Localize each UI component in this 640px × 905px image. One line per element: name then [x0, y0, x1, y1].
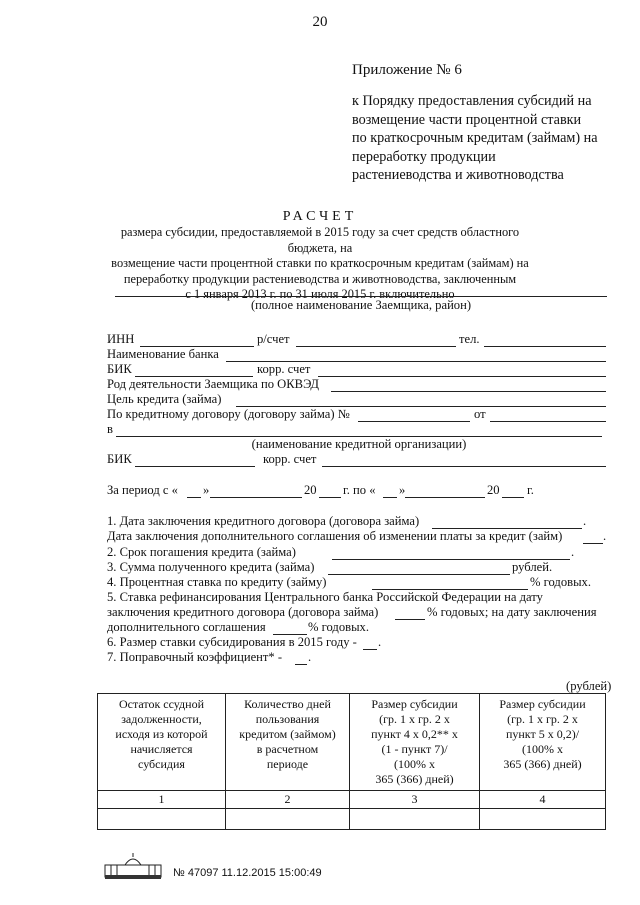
period-to-label: г. по « [343, 483, 376, 497]
subtitle-line: с 1 января 2013 г. по 31 июля 2015 г. включительно [185, 287, 455, 301]
header-line: Количество дней [244, 697, 331, 711]
period-start-month[interactable] [210, 497, 302, 498]
item-3-end: рублей. [512, 560, 553, 574]
item-5-line-3a: дополнительного соглашения [107, 620, 266, 634]
item-7-end: . [308, 650, 312, 664]
header-line: (гр. 1 х гр. 2 х [379, 712, 450, 726]
activity-label: Род деятельности Заемщика по ОКВЭД [107, 377, 319, 391]
order-line: переработку продукции [352, 148, 496, 165]
header-line: пункт 4 х 0,2** х [371, 727, 458, 741]
borrower-caption: (полное наименование Заемщика, район) [250, 298, 472, 312]
subsidy-table [97, 693, 606, 830]
item-7: 7. Поправочный коэффициент* - [107, 650, 283, 664]
item-3-field[interactable] [328, 574, 510, 575]
period-start-year-prefix: 20 [304, 483, 317, 497]
corr-account-label: корр. счет [257, 362, 311, 376]
period-close-quote: » [399, 483, 406, 497]
item-7-field[interactable] [295, 664, 307, 665]
order-line: возмещение части процентной ставки [352, 111, 582, 128]
column-number: 3 [350, 791, 480, 809]
header-line: 365 (366) дней) [503, 757, 582, 771]
order-line: растениеводства и животноводства [352, 167, 564, 183]
column-number: 1 [98, 791, 226, 809]
header-line: пункт 5 х 0,2)/ [505, 727, 580, 741]
phone-label: тел. [459, 332, 480, 346]
corr-account2-field[interactable] [322, 466, 606, 467]
units-label: (рублей) [566, 679, 612, 693]
header-line: (100% х [522, 742, 563, 756]
credit-org-caption: (наименование кредитной организации) [251, 437, 467, 451]
inn-label: ИНН [107, 332, 135, 346]
period-end-day[interactable] [383, 497, 397, 498]
item-5-rate-field[interactable] [395, 619, 425, 620]
period-start-year[interactable] [319, 497, 341, 498]
registry-stamp-icon [103, 851, 163, 886]
header-line: периоде [266, 757, 309, 771]
period-start-day[interactable] [187, 497, 201, 498]
corr-account2-label: корр. счет [263, 452, 317, 466]
item-6-end: . [378, 635, 382, 649]
bik2-label: БИК [107, 452, 132, 466]
header-line: 365 (366) дней) [375, 772, 454, 786]
item-6: 6. Размер ставки субсидирования в 2015 году - [107, 635, 357, 649]
item-1-end: . [583, 514, 587, 528]
table-cell[interactable] [350, 809, 480, 830]
corr-account-field[interactable] [318, 376, 606, 377]
order-reference [352, 92, 622, 185]
table-header-cell [480, 694, 606, 791]
header-line: (100% х [394, 757, 435, 771]
account-label: р/счет [257, 332, 290, 346]
subtitle-line: возмещение части процентной ставки по краткосрочным кредитам (займам) на [111, 256, 529, 270]
contract-number-field[interactable] [358, 421, 470, 422]
column-number: 2 [226, 791, 350, 809]
page-number: 20 [312, 14, 328, 30]
period-close-quote: » [203, 483, 210, 497]
document-subtitle [105, 225, 535, 303]
header-line: Размер субсидии [371, 697, 458, 711]
item-1: 1. Дата заключения кредитного договора (договора займа) [107, 514, 420, 528]
subtitle-line: размера субсидии, предоставляемой в 2015 году за счет средств областного бюджета, на [120, 225, 520, 255]
order-line: по краткосрочным кредитам (займам) на [352, 130, 598, 146]
item-5-line-1: 5. Ставка рефинансирования Центрального банка Российской Федерации на дату [107, 590, 543, 604]
order-line: к Порядку предоставления субсидий на [352, 93, 592, 109]
account-field[interactable] [296, 346, 456, 347]
period-end-month[interactable] [405, 497, 485, 498]
table-cell[interactable] [226, 809, 350, 830]
bank-name-label: Наименование банка [107, 347, 219, 361]
item-1b-field[interactable] [583, 543, 603, 544]
item-5-line-2a: заключения кредитного договора (договора займа) [107, 605, 379, 619]
header-line: исходя из которой [115, 727, 208, 741]
header-line: (гр. 1 х гр. 2 х [507, 712, 578, 726]
item-2-end: . [571, 545, 575, 559]
contract-label: По кредитному договору (договору займа) № [107, 407, 350, 421]
table-header-cell [226, 694, 350, 791]
table-number-row [98, 791, 606, 809]
period-end-year-prefix: 20 [487, 483, 500, 497]
period-end-label: г. [527, 483, 534, 497]
header-line: Остаток ссудной [118, 697, 204, 711]
table-row [98, 809, 606, 830]
item-1b: Дата заключения дополнительного соглашения об изменении платы за кредит (займ) [107, 529, 563, 543]
phone-field[interactable] [484, 346, 606, 347]
item-4-end: % годовых. [530, 575, 591, 589]
item-5-line-3b: % годовых. [308, 620, 369, 634]
header-line: (1 - пункт 7)/ [381, 742, 448, 756]
item-2: 2. Срок погашения кредита (займа) [107, 545, 296, 559]
header-line: начисляется [130, 742, 193, 756]
table-header-cell [98, 694, 226, 791]
column-number: 4 [480, 791, 606, 809]
header-line: кредитом (займом) [239, 727, 336, 741]
document-registration-stamp: № 47097 11.12.2015 15:00:49 [173, 867, 322, 879]
item-1b-end: . [603, 529, 607, 543]
bik2-field[interactable] [135, 466, 255, 467]
credit-org-prefix: в [107, 422, 113, 436]
item-3: 3. Сумма полученного кредита (займа) [107, 560, 315, 574]
item-4: 4. Процентная ставка по кредиту (займу) [107, 575, 327, 589]
period-end-year[interactable] [502, 497, 524, 498]
item-5-line-2b: % годовых; на дату заключения [427, 605, 597, 619]
appendix-label: Приложение № 6 [352, 62, 462, 78]
period-label: За период с « [107, 483, 178, 497]
header-line: в расчетном [256, 742, 319, 756]
table-cell[interactable] [98, 809, 226, 830]
contract-date-field[interactable] [490, 421, 606, 422]
header-line: пользования [255, 712, 320, 726]
bik-label: БИК [107, 362, 132, 376]
table-header-row [98, 694, 606, 791]
item-6-field[interactable] [363, 649, 377, 650]
subtitle-line: переработку продукции растениеводства и животноводства, заключенным [123, 271, 517, 286]
header-line: Размер субсидии [499, 697, 586, 711]
borrower-name-line[interactable] [115, 296, 607, 297]
contract-from-label: от [474, 407, 486, 421]
header-line: субсидия [138, 757, 185, 771]
table-cell[interactable] [480, 809, 606, 830]
activity-field[interactable] [331, 391, 606, 392]
document-title: РАСЧЕТ [282, 209, 358, 224]
table-header-cell [350, 694, 480, 791]
header-line: задолженности, [121, 712, 202, 726]
purpose-label: Цель кредита (займа) [107, 392, 222, 406]
